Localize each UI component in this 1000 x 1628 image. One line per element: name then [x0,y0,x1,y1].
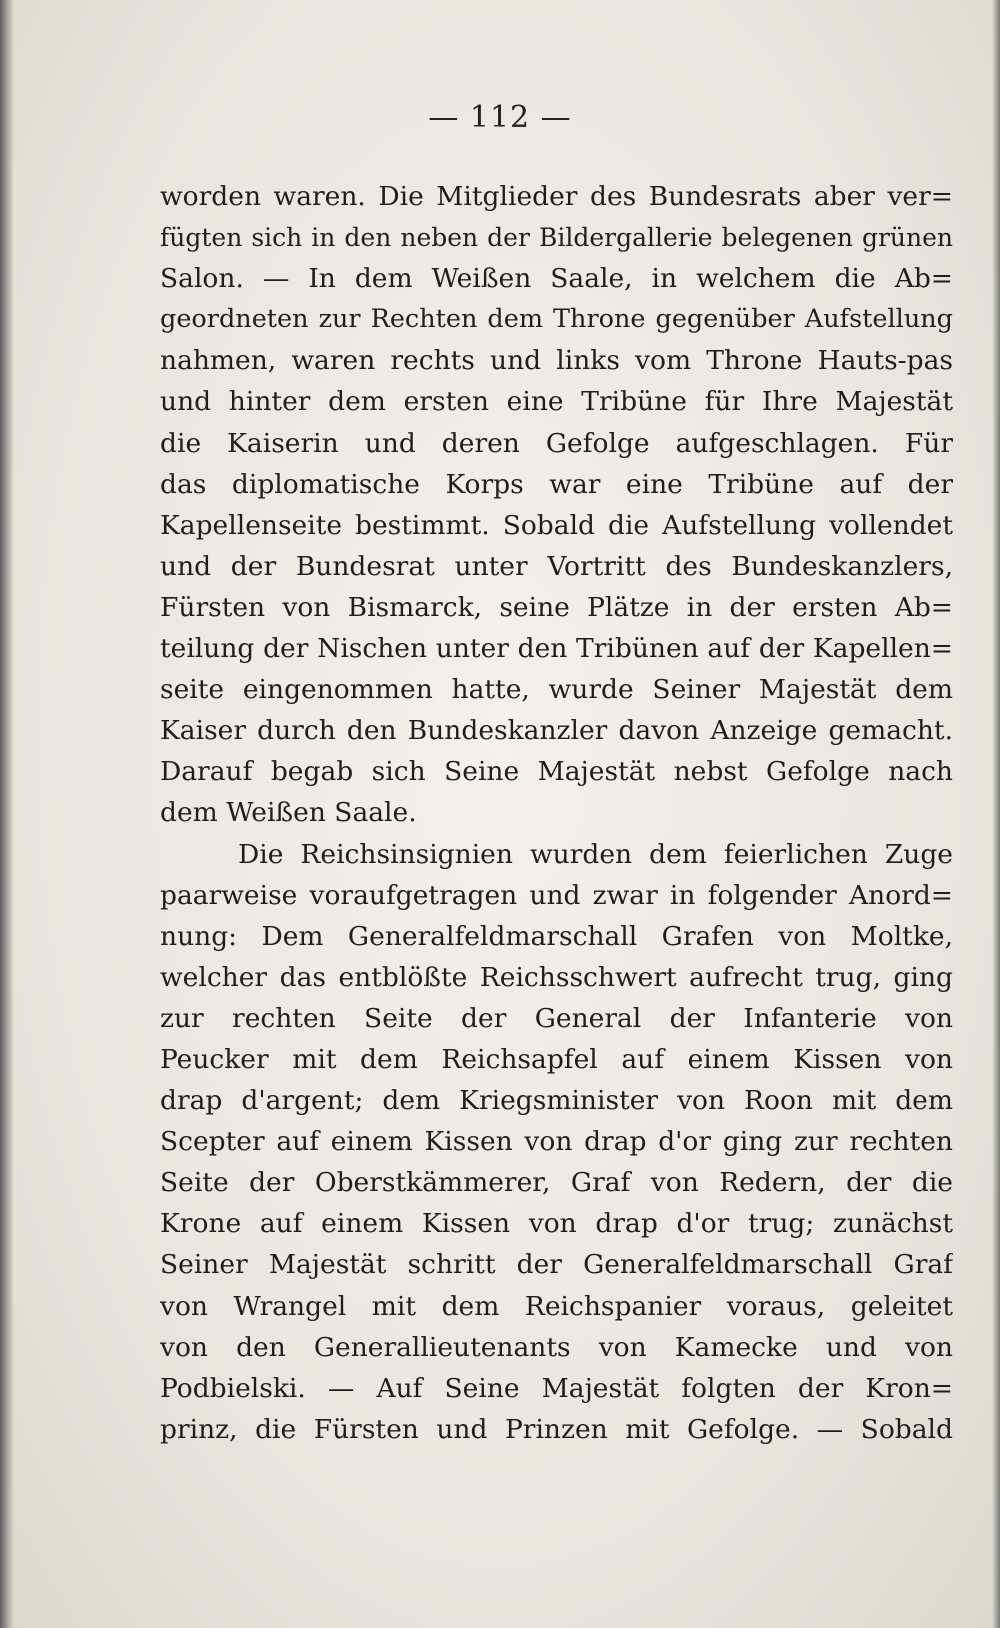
text-line: drap d'argent; dem Kriegsminister von Roon mit dem [160,1085,953,1117]
text-line: dem Weißen Saale. [160,797,417,829]
body-text [160,176,953,1450]
text-line: fügten sich in den neben der Bildergallerie belegenen grünen [160,223,953,253]
text-line: Fürsten von Bismarck, seine Plätze in der ersten Ab= [160,591,953,623]
page-right-edge-shadow [992,0,1000,1628]
text-line: Seite der Oberstkämmerer, Graf von Redern, der die [160,1167,953,1199]
text-line: nahmen, waren rechts und links vom Throne Hauts-pas [160,345,953,377]
text-line: Salon. — In dem Weißen Saale, in welchem die Ab= [160,263,953,295]
text-line: Darauf begab sich Seine Majestät nebst Gefolge nach [160,756,953,788]
text-line: Krone auf einem Kissen von drap d'or trug; zunächst [160,1208,953,1240]
text-line: und hinter dem ersten eine Tribüne für Ihre Majestät [160,386,953,418]
text-line: nung: Dem Generalfeldmarschall Grafen von Moltke, [160,920,953,952]
text-line: von Wrangel mit dem Reichspanier voraus, geleitet [160,1290,953,1322]
text-line: teilung der Nischen unter den Tribünen auf der Kapellen= [160,633,953,665]
text-line: paarweise voraufgetragen und zwar in folgender Anord= [160,879,953,911]
text-line: zur rechten Seite der General der Infanterie von [160,1002,953,1034]
text-line: Peucker mit dem Reichsapfel auf einem Kissen von [160,1043,953,1075]
text-line: Kaiser durch den Bundeskanzler davon Anzeige gemacht. [160,715,953,747]
page-number: — 112 — [428,100,572,135]
text-line: und der Bundesrat unter Vortritt des Bundeskanzlers, [160,550,953,582]
text-line: die Kaiserin und deren Gefolge aufgeschlagen. Für [160,427,953,459]
text-line: Podbielski. — Auf Seine Majestät folgten der Kron= [160,1372,953,1404]
text-line: Die Reichsinsignien wurden dem feierlichen Zuge [238,838,953,870]
text-line: Scepter auf einem Kissen von drap d'or ging zur rechten [160,1126,953,1158]
page-left-edge-shadow [0,0,14,1628]
text-line: das diplomatische Korps war eine Tribüne auf der [160,468,953,500]
text-line: seite eingenommen hatte, wurde Seiner Majestät dem [160,674,953,706]
text-line: prinz, die Fürsten und Prinzen mit Gefolge. — Sobald [160,1413,953,1445]
text-line: geordneten zur Rechten dem Throne gegenüber Aufstellung [160,304,953,335]
text-line: von den Generallieutenants von Kamecke und von [160,1331,953,1363]
text-line: Seiner Majestät schritt der Generalfeldmarschall Graf [160,1249,953,1281]
text-line: Kapellenseite bestimmt. Sobald die Aufstellung vollendet [160,509,953,541]
text-line: worden waren. Die Mitglieder des Bundesrats aber ver= [160,181,953,212]
text-line: welcher das entblößte Reichsschwert aufrecht trug, ging [160,961,953,993]
